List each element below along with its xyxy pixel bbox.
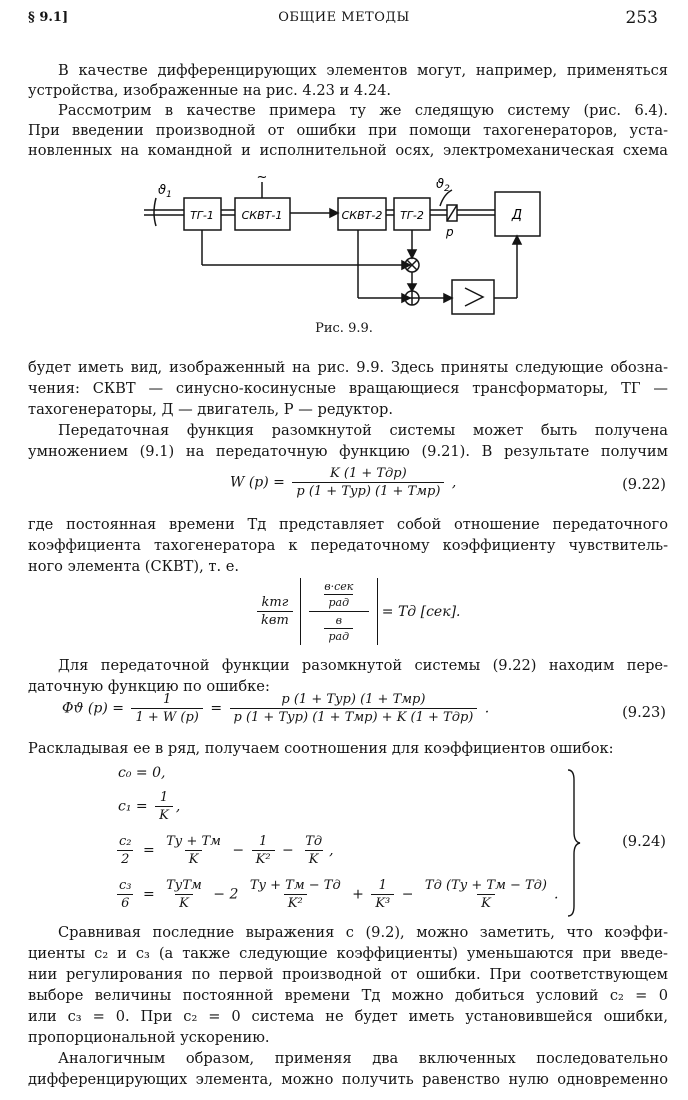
figure-caption: Рис. 9.9. bbox=[315, 321, 373, 336]
running-title: ОБЩИЕ МЕТОДЫ bbox=[278, 10, 410, 25]
supply-label: ~ bbox=[256, 170, 268, 185]
para8-line5: или c₃ = 0. При c₂ = 0 система не будет иметь установившейся ошибки, bbox=[28, 1008, 668, 1025]
para2-line3: новленных на командной и исполнительной осях, электромеханическая схема bbox=[28, 142, 668, 159]
eq922-tail: , bbox=[451, 474, 457, 491]
motor-label: Д bbox=[511, 208, 523, 223]
eq924-c0: c₀ = 0, bbox=[118, 765, 166, 781]
para5-line3: ного элемента (СКВТ), т. е. bbox=[28, 558, 240, 575]
tg1-label: ТГ-1 bbox=[190, 209, 214, 222]
amplifier-block bbox=[452, 280, 494, 314]
para6-line1: Для передаточной функции разомкнутой системы (9.22) находим пере- bbox=[58, 657, 668, 674]
skvt2-label: СКВТ-2 bbox=[341, 209, 383, 222]
para8-line1: Сравнивая последние выражения с (9.2), можно заметить, что коэффи- bbox=[58, 924, 668, 941]
k-rhs: = Tд [сек]. bbox=[381, 603, 461, 620]
unit-frac-1: $\frac{\text{в·сек}}{\text{рад}}$ bbox=[324, 580, 354, 609]
para9-line1: Аналогичным образом, применяя два включенных последовательно bbox=[58, 1050, 668, 1067]
skvt1-label: СКВТ-1 bbox=[241, 209, 283, 222]
unit-frac-2: $\frac{в}{\text{рад}}$ bbox=[324, 614, 353, 643]
para9-line2: дифференцирующих элемента, можно получить равенство нулю одновременно bbox=[28, 1071, 668, 1088]
eq923-frac2: $\frac{\text{p (1 + Tуp) (1 + Tмp)}}{\text{p (1 + Tуp) (1 + Tмp) + K (1 + Tдp)}}$ bbox=[230, 692, 478, 725]
para4-line2: умножением (9.1) на передаточную функцию (9.21). В результате получим bbox=[28, 443, 668, 460]
para3-line1: будет иметь вид, изображенный на рис. 9.9. Здесь приняты следующие обозна- bbox=[28, 359, 668, 376]
para8-line2: циенты c₂ и c₃ (а также следующие коэффициенты) уменьшаются при введе- bbox=[28, 945, 668, 962]
block-diagram bbox=[140, 168, 560, 318]
eq-9-22 bbox=[230, 466, 456, 499]
para2-line2: При введении производной от ошибки при помощи тахогенераторов, уста- bbox=[28, 122, 668, 139]
eq923-frac1: $\frac{1}{1 + W (p)}$ bbox=[131, 692, 202, 725]
eq922-den: p (1 + Tуp) (1 + Tмp) bbox=[292, 482, 444, 499]
gear-label: р bbox=[446, 225, 454, 239]
k-ratio-fraction bbox=[257, 595, 293, 628]
eq923-eq: = bbox=[210, 700, 223, 717]
para3-line2: чения: СКВТ — синусно-косинусные вращающиеся трансформаторы, ТГ — bbox=[28, 380, 668, 397]
section-ref: § 9.1] bbox=[28, 10, 69, 25]
para8-line4: выборе величины постоянной времени Tд можно добиться условий c₂ = 0 bbox=[28, 987, 668, 1004]
para6-line2: даточную функцию по ошибке: bbox=[28, 678, 270, 695]
theta2-label: $ϑ_2$ bbox=[436, 177, 450, 194]
eq923-number: (9.23) bbox=[622, 704, 666, 721]
eq924-c2: $\frac{\text{c₂}}{2}$ = $\frac{Tу + Tм}{K}$ − $\frac{1}{\text{K²}}$ − $\frac{Tд}{K}$ , bbox=[119, 834, 334, 867]
eq922-num: K (1 + Tдp) bbox=[330, 466, 407, 481]
para1-line1: В качестве дифференцирующих элементов могут, например, применяться bbox=[58, 62, 668, 79]
eq923-tail: . bbox=[484, 700, 490, 717]
eq924-c3: $\frac{\text{c₃}}{6}$ = $\frac{\text{TуTм}}{K}$ − 2 $\frac{Tу + Tм - Tд}{\text{K²}}$ + $\frac{1}{\text{K³}}$ − $\frac{Tд (Tу + Tм - Tд)}{K}$ . bbox=[119, 878, 559, 911]
eq922-number: (9.22) bbox=[622, 476, 666, 493]
para1-line2: устройства, изображенные на рис. 4.23 и 4.24. bbox=[28, 82, 392, 99]
theta1-label: $ϑ_1$ bbox=[158, 183, 172, 200]
units-bracket bbox=[300, 578, 378, 645]
para4-line1: Передаточная функция разомкнутой системы может быть получена bbox=[58, 422, 668, 439]
eq-9-23 bbox=[62, 692, 489, 725]
eq922-lhs: W (p) = bbox=[230, 474, 285, 491]
para5-line2: коэффициента тахогенератора к передаточному коэффициенту чувствитель- bbox=[28, 537, 668, 554]
eq924-number: (9.24) bbox=[622, 833, 666, 850]
k-den: kвт bbox=[257, 611, 293, 628]
eq-k-ratio bbox=[254, 578, 460, 645]
k-num: kтг bbox=[261, 595, 289, 610]
system-brace bbox=[566, 768, 584, 918]
eq924-c1: c₁ = $\frac{1}{K}$ , bbox=[118, 790, 181, 823]
para5-line1: где постоянная времени Tд представляет собой отношение передаточного bbox=[28, 516, 668, 533]
para7-line1: Раскладывая ее в ряд, получаем соотношения для коэффициентов ошибок: bbox=[28, 740, 614, 757]
eq922-fraction bbox=[292, 466, 444, 499]
page-number: 253 bbox=[625, 8, 658, 28]
para3-line3: тахогенераторы, Д — двигатель, Р — редуктор. bbox=[28, 401, 393, 418]
para2-line1: Рассмотрим в качестве примера ту же следящую систему (рис. 6.4). bbox=[58, 102, 668, 119]
eq923-lhs: Φϑ (p) = bbox=[62, 700, 125, 717]
tg2-label: ТГ-2 bbox=[400, 209, 424, 222]
para8-line3: нии регулирования по первой производной от ошибки. При соответствующем bbox=[28, 966, 668, 983]
para8-line6: пропорциональной ускорению. bbox=[28, 1029, 270, 1046]
